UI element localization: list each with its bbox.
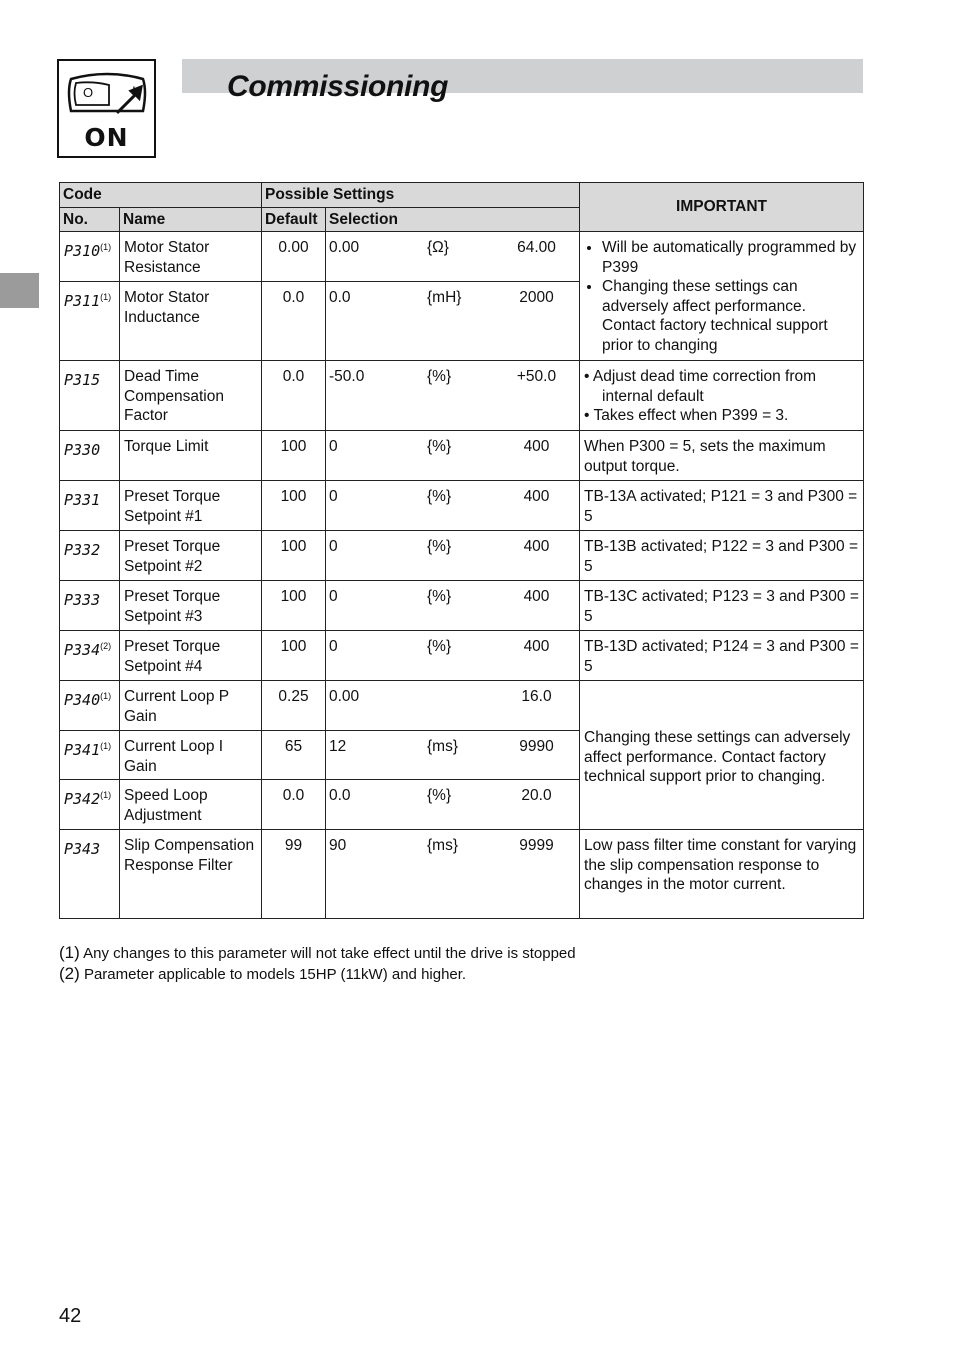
important-bullet: • Changing these settings can adversely affect performance. Contact factory technical support prior to changing — [602, 277, 859, 355]
param-default: 100 — [262, 531, 326, 581]
important-note — [580, 361, 864, 431]
param-default: 100 — [262, 481, 326, 531]
param-code: P342$^{(1)}$ — [60, 780, 120, 830]
important-note: TB-13A activated; P121 = 3 and P300 = 5 — [580, 481, 864, 531]
switch-off-mark: O — [83, 85, 94, 100]
param-code: P331 — [60, 481, 120, 531]
param-code: P343 — [60, 830, 120, 919]
param-selection: 0.00 {Ω} 64.00 — [326, 232, 580, 282]
param-code: P311$^{(1)}$ — [60, 282, 120, 361]
param-selection: 0 {%} 400 — [326, 631, 580, 681]
param-selection: -50.0 {%} +50.0 — [326, 361, 580, 431]
param-selection: 0.0 {%} 20.0 — [326, 780, 580, 830]
param-name: Motor Stator Inductance — [120, 282, 262, 361]
param-selection: 0 {%} 400 — [326, 431, 580, 481]
param-selection: 0 {%} 400 — [326, 481, 580, 531]
header-selection: Selection — [326, 207, 580, 232]
param-name: Preset Torque Setpoint #2 — [120, 531, 262, 581]
param-name: Preset Torque Setpoint #3 — [120, 581, 262, 631]
param-code: P333 — [60, 581, 120, 631]
table-row — [60, 581, 864, 631]
header-code: Code — [60, 183, 262, 208]
header-default: Default — [262, 207, 326, 232]
table-row — [60, 531, 864, 581]
parameter-table — [59, 182, 864, 919]
page-number: 42 — [59, 1305, 82, 1327]
param-name: Motor Stator Resistance — [120, 232, 262, 282]
param-name: Slip Compensation Response Filter — [120, 830, 262, 919]
param-default: 65 — [262, 731, 326, 780]
param-code: P332 — [60, 531, 120, 581]
important-note — [580, 232, 864, 361]
important-note: When P300 = 5, sets the maximum output torque. — [580, 431, 864, 481]
param-selection: 0.0 {mH} 2000 — [326, 282, 580, 361]
important-note: Changing these settings can adversely affect performance. Contact factory technical support prior to changing. — [580, 681, 864, 830]
param-code: P341$^{(1)}$ — [60, 731, 120, 780]
switch-on-mark: I — [132, 83, 136, 99]
power-switch-icon — [57, 59, 156, 158]
footnotes — [59, 943, 576, 985]
table-row — [60, 481, 864, 531]
on-label: ON — [84, 123, 129, 152]
param-default: 0.0 — [262, 780, 326, 830]
param-default: 100 — [262, 581, 326, 631]
param-name: Current Loop I Gain — [120, 731, 262, 780]
param-name: Dead Time Compensation Factor — [120, 361, 262, 431]
param-default: 100 — [262, 631, 326, 681]
page-title: Commissioning — [227, 70, 449, 103]
header-possible-settings: Possible Settings — [262, 183, 580, 208]
header-name: Name — [120, 207, 262, 232]
table-row — [60, 681, 864, 731]
param-selection: 90 {ms} 9999 — [326, 830, 580, 919]
header-no: No. — [60, 207, 120, 232]
side-tab-marker — [0, 273, 39, 308]
header-important: IMPORTANT — [580, 183, 864, 232]
param-name: Preset Torque Setpoint #4 — [120, 631, 262, 681]
table-row — [60, 361, 864, 431]
param-default: 0.00 — [262, 232, 326, 282]
param-selection: 0 {%} 400 — [326, 531, 580, 581]
param-selection: 0.00 16.0 — [326, 681, 580, 731]
table-row — [60, 232, 864, 282]
param-default: 0.25 — [262, 681, 326, 731]
param-code: P315 — [60, 361, 120, 431]
footnote: (1) Any changes to this parameter will not take effect until the drive is stopped — [59, 943, 576, 962]
important-line: • Adjust dead time correction from internal default — [584, 368, 817, 405]
param-code: P334$^{(2)}$ — [60, 631, 120, 681]
table-row — [60, 631, 864, 681]
param-default: 0.0 — [262, 282, 326, 361]
param-code: P310$^{(1)}$ — [60, 232, 120, 282]
important-note: TB-13D activated; P124 = 3 and P300 = 5 — [580, 631, 864, 681]
param-default: 100 — [262, 431, 326, 481]
param-name: Current Loop P Gain — [120, 681, 262, 731]
important-note: TB-13B activated; P122 = 3 and P300 = 5 — [580, 531, 864, 581]
important-bullet: • Will be automatically programmed by P399 — [602, 238, 859, 277]
footnote: (2) Parameter applicable to models 15HP (11kW) and higher. — [59, 964, 467, 983]
param-code: P340$^{(1)}$ — [60, 681, 120, 731]
param-default: 99 — [262, 830, 326, 919]
important-note: Low pass filter time constant for varying the slip compensation response to changes in the motor current. — [580, 830, 864, 919]
param-selection: 12 {ms} 9990 — [326, 731, 580, 780]
table-row — [60, 830, 864, 919]
param-default: 0.0 — [262, 361, 326, 431]
param-name: Torque Limit — [120, 431, 262, 481]
param-name: Preset Torque Setpoint #1 — [120, 481, 262, 531]
param-selection: 0 {%} 400 — [326, 581, 580, 631]
important-line: • Takes effect when P399 = 3. — [584, 407, 789, 424]
param-code: P330 — [60, 431, 120, 481]
important-note: TB-13C activated; P123 = 3 and P300 = 5 — [580, 581, 864, 631]
param-name: Speed Loop Adjustment — [120, 780, 262, 830]
table-row — [60, 431, 864, 481]
